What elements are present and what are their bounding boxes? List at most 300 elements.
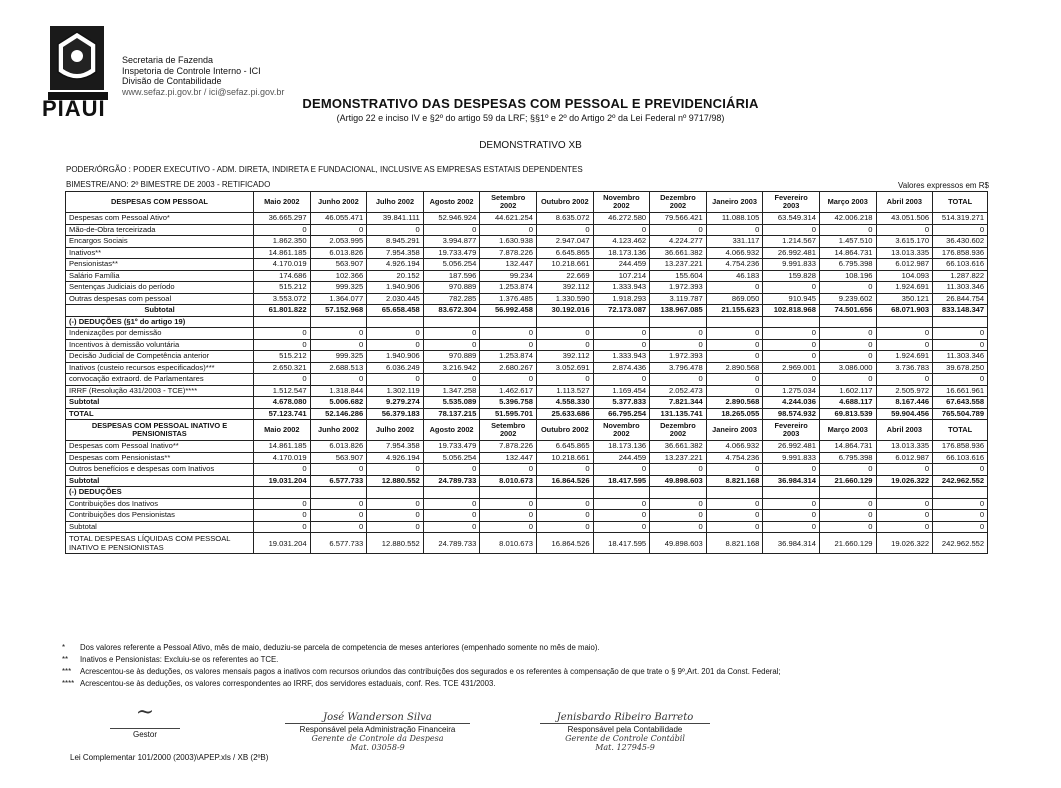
table-cell: 11.088.105 [706, 213, 763, 225]
table-cell: 36.665.297 [254, 213, 311, 225]
table-cell: 0 [480, 374, 537, 386]
table-row [66, 510, 988, 522]
table-cell: 0 [933, 464, 988, 476]
table-cell: 14.861.185 [254, 247, 311, 259]
table-cell: 8.945.291 [367, 236, 424, 248]
table-cell: 7.821.344 [650, 397, 707, 409]
table-cell: 999.325 [310, 282, 367, 294]
table-cell: 0 [367, 521, 424, 533]
table-cell: 0 [763, 498, 820, 510]
row-label: TOTAL DESPESAS LÍQUIDAS COM PESSOAL INATIVO E PENSIONISTAS [66, 533, 254, 554]
table-cell: 24.789.733 [423, 475, 480, 487]
table-row [66, 328, 988, 340]
table-cell: 69.813.539 [819, 408, 876, 420]
table-cell: 98.574.932 [763, 408, 820, 420]
table-cell: 2.650.321 [254, 362, 311, 374]
table-cell: Junho 2002 [310, 420, 367, 441]
page-title: DEMONSTRATIVO DAS DESPESAS COM PESSOAL E PREVIDENCIÁRIA [302, 96, 759, 111]
table-cell: 43.051.506 [876, 213, 933, 225]
row-label: Inativos** [66, 247, 254, 259]
table-cell: 0 [933, 521, 988, 533]
table-cell: 0 [763, 328, 820, 340]
table-cell: 30.192.016 [536, 305, 593, 317]
table-cell: 0 [763, 510, 820, 522]
table-cell: 2.053.995 [310, 236, 367, 248]
table-row [66, 464, 988, 476]
table-row [66, 339, 988, 351]
table-cell: 0 [706, 282, 763, 294]
table-row [66, 487, 988, 499]
table-cell: Agosto 2002 [423, 420, 480, 441]
table-cell: 0 [536, 328, 593, 340]
table-cell: 20.152 [367, 270, 424, 282]
table-cell: 0 [650, 328, 707, 340]
table-cell [593, 487, 650, 499]
footnote [62, 654, 781, 666]
table-cell: 12.880.552 [367, 475, 424, 487]
table-cell: 1.602.117 [819, 385, 876, 397]
table-cell: 999.325 [310, 351, 367, 363]
table-cell: 0 [763, 339, 820, 351]
table-cell: 0 [536, 464, 593, 476]
table-cell: 1.940.906 [367, 282, 424, 294]
signature-mark: ~ [135, 700, 155, 725]
table-cell: 52.946.924 [423, 213, 480, 225]
table-cell: 0 [706, 339, 763, 351]
signature-contabilidade [540, 712, 710, 752]
table-cell: 0 [367, 498, 424, 510]
table-cell: 244.459 [593, 452, 650, 464]
table-cell: 102.366 [310, 270, 367, 282]
table-row [66, 374, 988, 386]
table-cell: Dezembro 2002 [650, 192, 707, 213]
table-cell: 0 [819, 351, 876, 363]
table-cell: 9.991.833 [763, 259, 820, 271]
table-row [66, 351, 988, 363]
table-cell: 0 [706, 498, 763, 510]
table-cell: 0 [650, 339, 707, 351]
table-cell: 0 [254, 224, 311, 236]
table-cell: 65.658.458 [367, 305, 424, 317]
table-cell: 67.643.558 [933, 397, 988, 409]
table-cell: 1.253.874 [480, 282, 537, 294]
table-cell: 0 [933, 374, 988, 386]
table-cell: TOTAL [933, 192, 988, 213]
table-cell: 4.170.019 [254, 259, 311, 271]
table-cell: 1.918.293 [593, 293, 650, 305]
table-cell: 1.253.874 [480, 351, 537, 363]
table-cell [536, 487, 593, 499]
row-label: Mão-de-Obra terceirizada [66, 224, 254, 236]
table-cell: 49.898.603 [650, 475, 707, 487]
table-cell: 515.212 [254, 282, 311, 294]
table-cell [480, 487, 537, 499]
table-cell: 0 [933, 510, 988, 522]
table-cell: 13.013.335 [876, 247, 933, 259]
table-cell: TOTAL [933, 420, 988, 441]
table-cell: 2.505.972 [876, 385, 933, 397]
table-cell: 0 [763, 282, 820, 294]
table-row [66, 259, 988, 271]
table-cell: 0 [706, 464, 763, 476]
table-cell: 11.303.346 [933, 351, 988, 363]
table-cell: 5.006.682 [310, 397, 367, 409]
table-cell: 13.237.221 [650, 259, 707, 271]
table-cell: 563.907 [310, 452, 367, 464]
table-cell: 66.103.616 [933, 452, 988, 464]
table-cell [423, 487, 480, 499]
table-cell: 5.396.758 [480, 397, 537, 409]
table-cell: 2.947.047 [536, 236, 593, 248]
table-cell: 26.992.481 [763, 441, 820, 453]
table-cell: 0 [876, 374, 933, 386]
table-cell: 59.904.456 [876, 408, 933, 420]
table-cell: 56.379.183 [367, 408, 424, 420]
table-header-row [66, 420, 988, 441]
table-cell: 0 [536, 521, 593, 533]
table-cell: 2.688.513 [310, 362, 367, 374]
demonstrativo-label: DEMONSTRATIVO XB [479, 140, 582, 151]
signature-name: Jenisbardo Ribeiro Barreto [556, 712, 694, 723]
table-cell: 1.333.943 [593, 282, 650, 294]
table-cell: 21.660.129 [819, 475, 876, 487]
table-cell: Novembro 2002 [593, 192, 650, 213]
table-cell: 0 [819, 464, 876, 476]
table-cell: 36.661.382 [650, 247, 707, 259]
table-cell: 0 [876, 339, 933, 351]
table-cell: 187.596 [423, 270, 480, 282]
table-cell: 4.678.080 [254, 397, 311, 409]
expense-table [65, 191, 988, 554]
table-cell: 0 [423, 224, 480, 236]
table-cell: 0 [367, 339, 424, 351]
table-cell: 833.148.347 [933, 305, 988, 317]
table-cell: 1.333.943 [593, 351, 650, 363]
table-cell: Fevereiro 2003 [763, 192, 820, 213]
footnote-text: Acrescentou-se às deduções, os valores mensais pagos a inativos com recursos oriundos das contribuições dos segurados e os referentes à compensação de que trate o § 9º,Art. 201 da Const. Federal; [80, 667, 781, 676]
table-cell: 0 [423, 339, 480, 351]
table-cell: 0 [933, 339, 988, 351]
table-cell: Novembro 2002 [593, 420, 650, 441]
table-cell [763, 487, 820, 499]
table-cell: 1.275.034 [763, 385, 820, 397]
table-cell: 3.086.000 [819, 362, 876, 374]
table-cell: 0 [480, 521, 537, 533]
table-cell: 3.615.170 [876, 236, 933, 248]
table-cell: 51.595.701 [480, 408, 537, 420]
table-cell: 66.103.616 [933, 259, 988, 271]
table-cell: 74.501.656 [819, 305, 876, 317]
table-cell: Outubro 2002 [536, 420, 593, 441]
table-cell: 36.661.382 [650, 441, 707, 453]
table-cell: 6.795.398 [819, 259, 876, 271]
table-cell: 102.818.968 [763, 305, 820, 317]
table-cell: 0 [536, 339, 593, 351]
table-cell: 970.889 [423, 351, 480, 363]
table-cell: 6.013.826 [310, 441, 367, 453]
table-cell: 26.992.481 [763, 247, 820, 259]
table-cell: 0 [706, 385, 763, 397]
table-cell: 72.173.087 [593, 305, 650, 317]
table-cell: 0 [423, 521, 480, 533]
table-cell: 0 [536, 224, 593, 236]
table-cell: Abril 2003 [876, 192, 933, 213]
table-cell [933, 487, 988, 499]
table-cell [367, 487, 424, 499]
table-cell: 11.303.346 [933, 282, 988, 294]
table-cell: 1.924.691 [876, 351, 933, 363]
table-cell: 0 [706, 521, 763, 533]
row-label: (-) DEDUÇÕES [66, 487, 254, 499]
table-row [66, 236, 988, 248]
table-cell: 63.549.314 [763, 213, 820, 225]
table-cell: 0 [593, 224, 650, 236]
table-cell: 78.137.215 [423, 408, 480, 420]
table-cell: 0 [480, 498, 537, 510]
signature-title: Gerente de Controle Contábil [565, 734, 685, 743]
footnote [62, 666, 781, 678]
row-label: Contribuições dos Inativos [66, 498, 254, 510]
table-cell: 0 [819, 282, 876, 294]
signature-financeiro [285, 712, 470, 752]
table-cell: 0 [254, 374, 311, 386]
table-cell: 7.954.358 [367, 441, 424, 453]
table-cell: 0 [423, 374, 480, 386]
table-cell: 1.376.485 [480, 293, 537, 305]
table-cell [706, 316, 763, 328]
table-cell: 0 [310, 498, 367, 510]
table-cell: 2.890.568 [706, 362, 763, 374]
row-label: Despesas com Pensionistas** [66, 452, 254, 464]
signature-gestor [110, 700, 180, 739]
table-cell: 39.678.250 [933, 362, 988, 374]
table-cell: 5.377.833 [593, 397, 650, 409]
table-cell: 10.218.661 [536, 259, 593, 271]
table-cell: 9.991.833 [763, 452, 820, 464]
table-cell: 6.577.733 [310, 533, 367, 554]
table-cell: 0 [480, 510, 537, 522]
table-cell: 0 [367, 510, 424, 522]
table-cell: 0 [706, 328, 763, 340]
table-cell: 765.504.789 [933, 408, 988, 420]
table-cell: 1.512.547 [254, 385, 311, 397]
table-cell: 66.795.254 [593, 408, 650, 420]
table-cell: 44.621.254 [480, 213, 537, 225]
table-cell: 4.926.194 [367, 452, 424, 464]
table-cell: 8.010.673 [480, 533, 537, 554]
table-cell: 869.050 [706, 293, 763, 305]
row-label: Subtotal [66, 305, 254, 317]
table-cell: Maio 2002 [254, 192, 311, 213]
table-cell: 176.858.936 [933, 247, 988, 259]
table-cell: 3.994.877 [423, 236, 480, 248]
org-line: Inspetoria de Controle Interno - ICI [122, 65, 261, 76]
table-cell: 0 [819, 521, 876, 533]
table-cell: 3.796.478 [650, 362, 707, 374]
table-cell: 2.680.267 [480, 362, 537, 374]
table-cell: 0 [310, 510, 367, 522]
table-row [66, 293, 988, 305]
table-cell: 9.279.274 [367, 397, 424, 409]
table-cell: 0 [819, 339, 876, 351]
table-cell: 1.630.938 [480, 236, 537, 248]
table-cell: 18.173.136 [593, 247, 650, 259]
table-cell [536, 316, 593, 328]
org-line: Divisão de Contabilidade [122, 76, 222, 86]
table-cell: 2.030.445 [367, 293, 424, 305]
table-cell: 910.945 [763, 293, 820, 305]
table-cell [650, 487, 707, 499]
table-cell: 8.821.168 [706, 475, 763, 487]
table-cell: 46.055.471 [310, 213, 367, 225]
table-cell: 21.660.129 [819, 533, 876, 554]
table-cell: 0 [876, 521, 933, 533]
footnote-mark: *** [62, 667, 72, 676]
table-cell: 1.169.454 [593, 385, 650, 397]
footnotes [62, 642, 781, 690]
table-cell: 0 [876, 510, 933, 522]
table-cell: Janeiro 2003 [706, 420, 763, 441]
table-cell: Março 2003 [819, 192, 876, 213]
table-cell: 108.196 [819, 270, 876, 282]
table-cell: 8.635.072 [536, 213, 593, 225]
table-cell: 0 [593, 328, 650, 340]
table-cell [254, 487, 311, 499]
table-cell: 0 [480, 339, 537, 351]
logo-text: PIAUÍ [42, 96, 106, 121]
table-row [66, 224, 988, 236]
table-cell: 0 [367, 328, 424, 340]
table-cell [763, 316, 820, 328]
table-cell: 16.864.526 [536, 533, 593, 554]
table-cell: 1.972.393 [650, 282, 707, 294]
table-cell: 4.754.236 [706, 452, 763, 464]
table-cell: 6.645.865 [536, 247, 593, 259]
table-cell: 0 [819, 374, 876, 386]
table-cell: 1.318.844 [310, 385, 367, 397]
table-cell: 0 [593, 339, 650, 351]
table-cell: 6.795.398 [819, 452, 876, 464]
table-cell: 3.052.691 [536, 362, 593, 374]
table-cell: 26.844.754 [933, 293, 988, 305]
row-label: Contribuições dos Pensionistas [66, 510, 254, 522]
table-cell: 0 [593, 464, 650, 476]
table-cell: 99.234 [480, 270, 537, 282]
table-cell: 242.962.552 [933, 475, 988, 487]
signature-title: Gerente de Controle da Despesa [311, 734, 444, 743]
table-cell: 19.031.204 [254, 475, 311, 487]
table-cell: 8.821.168 [706, 533, 763, 554]
table-cell: 12.880.552 [367, 533, 424, 554]
row-label: Outras despesas com pessoal [66, 293, 254, 305]
table-cell: 79.566.421 [650, 213, 707, 225]
table-row [66, 385, 988, 397]
table-cell: 1.457.510 [819, 236, 876, 248]
table-cell: 242.962.552 [933, 533, 988, 554]
row-label: Subtotal [66, 475, 254, 487]
table-row [66, 452, 988, 464]
table-cell: 19.733.479 [423, 247, 480, 259]
table-cell: 14.864.731 [819, 247, 876, 259]
table-cell: 0 [254, 521, 311, 533]
table-cell: 0 [536, 374, 593, 386]
table-cell: 7.878.226 [480, 441, 537, 453]
footnote-text: Inativos e Pensionistas: Excluiu-se os referentes ao TCE. [80, 655, 279, 664]
table-cell: 3.736.783 [876, 362, 933, 374]
table-cell: 0 [254, 498, 311, 510]
row-label: Pensionistas** [66, 259, 254, 271]
table-cell: Abril 2003 [876, 420, 933, 441]
table-cell: 0 [876, 224, 933, 236]
table-cell: 132.447 [480, 259, 537, 271]
table-cell [593, 316, 650, 328]
table-cell: 3.553.072 [254, 293, 311, 305]
table-cell: 13.013.335 [876, 441, 933, 453]
table-cell: 132.447 [480, 452, 537, 464]
table-cell: 0 [819, 224, 876, 236]
footnote-text: Acrescentou-se às deduções, os valores correspondentes ao IRRF, dos servidores estaduais, conf. Res. TCE 431/2003. [80, 679, 496, 688]
row-label: convocação extraord. de Parlamentares [66, 374, 254, 386]
signature-role: Responsável pela Administração Financeira [299, 725, 456, 734]
table-cell: 0 [310, 374, 367, 386]
table-cell: 18.173.136 [593, 441, 650, 453]
table-cell: 19.733.479 [423, 441, 480, 453]
table-cell: 57.123.741 [254, 408, 311, 420]
table-cell: 6.013.826 [310, 247, 367, 259]
table-row [66, 521, 988, 533]
org-line: Secretaria de Fazenda [122, 55, 214, 65]
row-label: Incentivos à demissão voluntária [66, 339, 254, 351]
bimestre-ano: BIMESTRE/ANO: 2º BIMESTRE DE 2003 - RETIFICADO [66, 180, 271, 189]
table-cell: 49.898.603 [650, 533, 707, 554]
organization-block [122, 55, 284, 97]
table-row [66, 213, 988, 225]
table-cell: 0 [763, 224, 820, 236]
table-cell: 39.841.111 [367, 213, 424, 225]
table-cell: 4.170.019 [254, 452, 311, 464]
table-cell: 14.864.731 [819, 441, 876, 453]
table-cell: 515.212 [254, 351, 311, 363]
table-cell: 4.754.236 [706, 259, 763, 271]
table-cell: 1.862.350 [254, 236, 311, 248]
table-cell: 0 [423, 510, 480, 522]
table-cell: 0 [310, 328, 367, 340]
page-subtitle: (Artigo 22 e inciso IV e §2º do artigo 59 da LRF; §§1º e 2º do Artigo 2º da Lei Federal nº 9717/98) [336, 113, 725, 123]
table-cell: 970.889 [423, 282, 480, 294]
table-cell: Junho 2002 [310, 192, 367, 213]
table-cell: 0 [310, 224, 367, 236]
table-row [66, 316, 988, 328]
table-cell: 1.287.822 [933, 270, 988, 282]
table-cell: 1.462.617 [480, 385, 537, 397]
row-label: Inativos (custeio recursos especificados)*** [66, 362, 254, 374]
table-cell: 0 [310, 339, 367, 351]
table-cell: 46.183 [706, 270, 763, 282]
table-cell: 0 [650, 224, 707, 236]
table-cell: 0 [310, 464, 367, 476]
table-cell: 6.012.987 [876, 259, 933, 271]
table-row [66, 362, 988, 374]
table-cell: 4.066.932 [706, 441, 763, 453]
table-cell: 1.972.393 [650, 351, 707, 363]
table-cell: 68.071.903 [876, 305, 933, 317]
table-cell: 25.633.686 [536, 408, 593, 420]
table-cell: 14.861.185 [254, 441, 311, 453]
row-label: IRRF (Resolução 431/2003 - TCE)**** [66, 385, 254, 397]
table-cell [650, 316, 707, 328]
table-cell: 36.984.314 [763, 475, 820, 487]
table-cell: 8.010.673 [480, 475, 537, 487]
